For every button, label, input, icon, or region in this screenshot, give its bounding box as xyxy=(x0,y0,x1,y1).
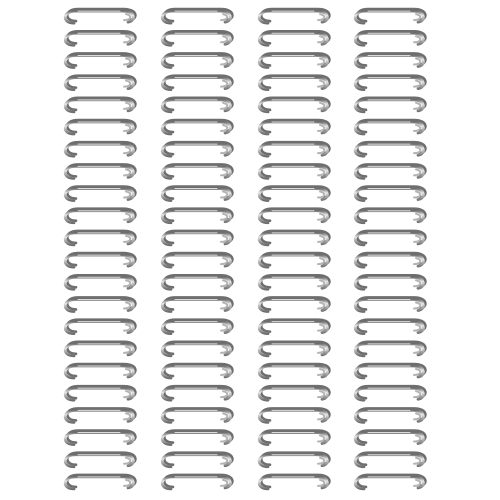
wire-loop xyxy=(259,120,329,134)
wire-loop xyxy=(259,253,329,267)
wire-loop xyxy=(162,142,232,156)
wire-loop xyxy=(259,342,329,356)
wire-loop xyxy=(65,31,135,45)
wire-loop xyxy=(65,342,135,356)
wire-loop xyxy=(65,76,135,90)
wire-loop xyxy=(259,142,329,156)
wire-loop xyxy=(355,342,425,356)
wire-loop xyxy=(162,364,232,378)
wire-loop xyxy=(259,408,329,422)
wire-loop xyxy=(65,98,135,112)
wire-loop xyxy=(162,98,232,112)
wire-loop xyxy=(355,431,425,445)
wire-loop xyxy=(65,53,135,67)
wire-loop xyxy=(162,76,232,90)
wire-loop xyxy=(162,164,232,178)
wire-loop xyxy=(65,164,135,178)
wire-loop xyxy=(355,76,425,90)
wire-loop xyxy=(259,187,329,201)
wire-loop xyxy=(259,231,329,245)
wire-loop xyxy=(162,453,232,467)
wire-loop xyxy=(65,453,135,467)
wire-loop xyxy=(355,142,425,156)
wire-loop xyxy=(259,53,329,67)
wire-loop xyxy=(65,431,135,445)
wire-loop xyxy=(259,364,329,378)
wire-loop xyxy=(65,364,135,378)
wire-loop xyxy=(355,253,425,267)
wire-loop xyxy=(259,209,329,223)
wire-loop xyxy=(162,431,232,445)
wire-loop xyxy=(65,187,135,201)
wire-loop xyxy=(259,275,329,289)
wire-loop xyxy=(162,253,232,267)
wire-loop xyxy=(162,475,232,489)
wire-loop xyxy=(162,231,232,245)
wire-spine-4 xyxy=(355,9,425,489)
wire-loop xyxy=(162,408,232,422)
wire-loop xyxy=(355,9,425,23)
wire-spine-1 xyxy=(65,9,135,489)
wire-loop xyxy=(162,342,232,356)
wire-loop xyxy=(65,320,135,334)
wire-loop xyxy=(259,76,329,90)
wire-loop xyxy=(355,31,425,45)
wire-loop xyxy=(355,98,425,112)
wire-loop xyxy=(259,386,329,400)
wire-loop xyxy=(259,297,329,311)
wire-loop xyxy=(259,431,329,445)
wire-loop xyxy=(355,386,425,400)
wire-loop xyxy=(355,209,425,223)
wire-loop xyxy=(355,53,425,67)
wire-loop xyxy=(65,475,135,489)
wire-loop xyxy=(259,9,329,23)
wire-loop xyxy=(355,475,425,489)
wire-loop xyxy=(162,209,232,223)
wire-loop xyxy=(259,453,329,467)
wire-loop xyxy=(355,453,425,467)
wire-loop xyxy=(65,231,135,245)
wire-loop xyxy=(162,386,232,400)
wire-loop xyxy=(259,320,329,334)
wire-loop xyxy=(355,231,425,245)
wire-loop xyxy=(355,187,425,201)
wire-loop xyxy=(162,297,232,311)
wire-loop xyxy=(355,297,425,311)
wire-loop xyxy=(162,120,232,134)
wire-spine-2 xyxy=(162,9,232,489)
wire-loop xyxy=(355,275,425,289)
wire-loop xyxy=(162,187,232,201)
wire-loop xyxy=(65,9,135,23)
wire-loop xyxy=(65,386,135,400)
wire-loop xyxy=(65,408,135,422)
wire-loop xyxy=(355,408,425,422)
wire-loop xyxy=(355,320,425,334)
wire-loop xyxy=(259,475,329,489)
wire-loop xyxy=(355,164,425,178)
wire-loop xyxy=(162,31,232,45)
wire-loop xyxy=(162,9,232,23)
wire-loop xyxy=(65,209,135,223)
wire-loop xyxy=(355,364,425,378)
wire-loop xyxy=(162,320,232,334)
wire-loop xyxy=(259,98,329,112)
wire-loop xyxy=(259,31,329,45)
wire-loop xyxy=(65,275,135,289)
wire-loop xyxy=(65,253,135,267)
wire-loop xyxy=(259,164,329,178)
wire-loop xyxy=(65,297,135,311)
wire-loop xyxy=(65,120,135,134)
wire-spine-3 xyxy=(259,9,329,489)
wire-loop xyxy=(162,53,232,67)
wire-loop xyxy=(355,120,425,134)
wire-loop xyxy=(65,142,135,156)
wire-loop xyxy=(162,275,232,289)
